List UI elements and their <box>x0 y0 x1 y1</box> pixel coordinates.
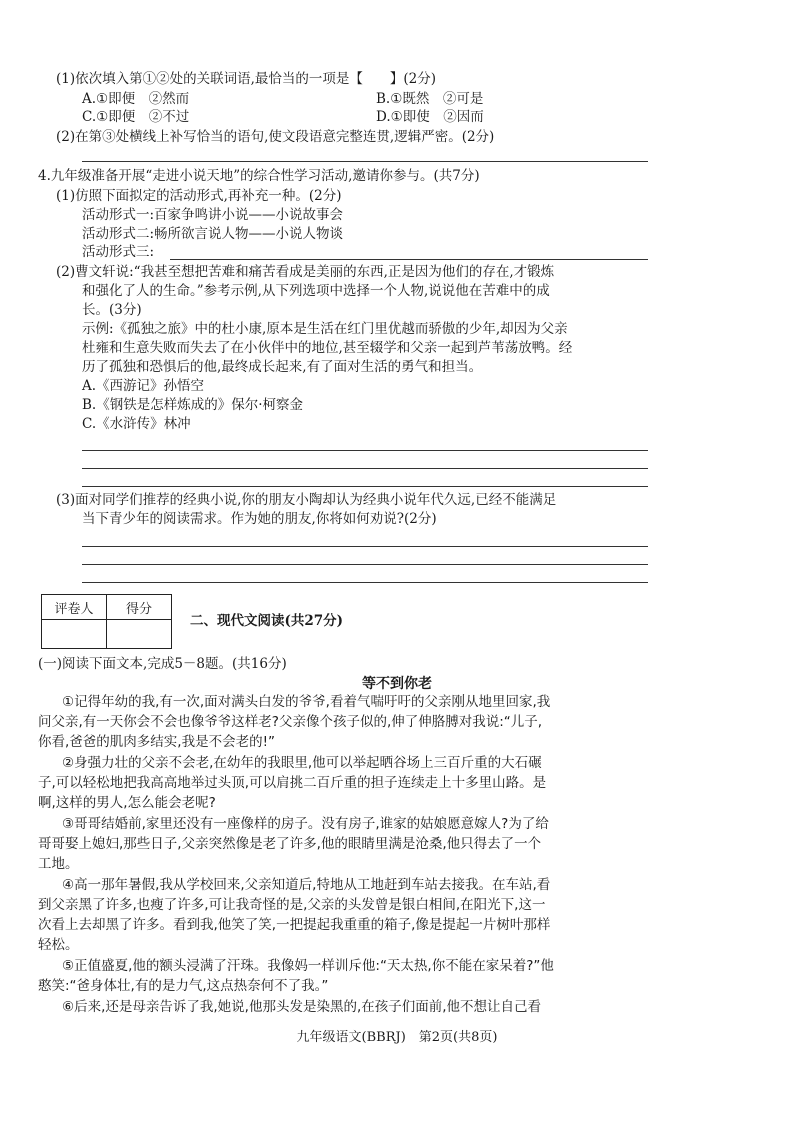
section-heading: 二、现代文阅读(共27分) <box>190 613 344 629</box>
passage-p5-line1: ⑤正值盛夏,他的额头浸满了汗珠。我像妈一样训斥他:“天太热,你不能在家呆着?”他 <box>62 958 554 974</box>
passage-p4-line4: 轻松。 <box>38 937 79 953</box>
answer-line <box>82 546 648 547</box>
q4-sub2-line1: (2)曹文轩说:“我甚至想把苦难和痛苦看成是美丽的东西,正是因为他们的存在,才锻炼 <box>56 264 555 280</box>
part1-instruction: (一)阅读下面文本,完成5－8题。(共16分) <box>38 656 287 672</box>
passage-p3-line1: ③哥哥结婚前,家里还没有一座像样的房子。没有房子,谁家的姑娘愿意嫁人?为了给 <box>62 816 549 832</box>
q3-sub1: (1)依次填入第①②处的关联词语,最恰当的一项是【 】(2分) <box>56 71 437 87</box>
q3-option-d: D.①即使 ②因而 <box>376 109 484 125</box>
answer-line <box>82 468 648 469</box>
answer-line <box>82 450 648 451</box>
q4-sub2-line3: 长。(3分) <box>82 302 142 318</box>
q4-option-c: C.《水浒传》林冲 <box>82 416 191 432</box>
q4-sub3-line1: (3)面对同学们推荐的经典小说,你的朋友小陶却认为经典小说年代久远,已经不能满足 <box>56 492 557 508</box>
activity-form-2: 活动形式二:畅所欲言说人物——小说人物谈 <box>82 226 344 242</box>
q3-option-b: B.①既然 ②可是 <box>376 91 484 107</box>
passage-p2-line2: 子,可以轻松地把我高高地举过头顶,可以肩挑二百斤重的担子连续走上十多里山路。是 <box>38 775 547 791</box>
passage-p4-line1: ④高一那年暑假,我从学校回来,父亲知道后,特地从工地赶到车站去接我。在车站,看 <box>62 877 551 893</box>
passage-title: 等不到你老 <box>362 676 432 692</box>
score-label: 得分 <box>107 595 172 620</box>
example-line3: 历了孤独和恐惧后的他,最终成长起来,有了面对生活的勇气和担当。 <box>82 359 483 375</box>
q4-option-a: A.《西游记》孙悟空 <box>82 378 205 394</box>
reviewer-cell <box>42 620 107 649</box>
reviewer-label: 评卷人 <box>42 595 107 620</box>
answer-line <box>170 259 648 260</box>
page-footer: 九年级语文(BBRJ) 第2页(共8页) <box>296 1030 498 1045</box>
passage-p1-line2: 问父亲,有一天你会不会也像爷爷这样老?父亲像个孩子似的,伸了伸胳膊对我说:“儿子, <box>38 714 543 730</box>
answer-line <box>82 161 648 162</box>
q4-sub2-line2: 和强化了人的生命。”参考示例,从下列选项中选择一个人物,说说他在苦难中的成 <box>82 283 550 299</box>
passage-p3-line3: 工地。 <box>38 856 79 872</box>
passage-p4-line2: 到父亲黑了许多,也瘦了许多,可让我奇怪的是,父亲的头发曾是银白相间,在阳光下,这一 <box>38 897 546 913</box>
activity-form-3: 活动形式三: <box>82 244 155 260</box>
q4-title: 4.九年级准备开展“走进小说天地”的综合性学习活动,邀请你参与。(共7分) <box>38 168 480 184</box>
answer-line <box>82 486 648 487</box>
passage-p2-line3: 啊,这样的男人,怎么能会老呢? <box>38 795 216 811</box>
q4-option-b: B.《钢铁是怎样炼成的》保尔·柯察金 <box>82 397 304 413</box>
passage-p2-line1: ②身强力壮的父亲不会老,在幼年的我眼里,他可以举起晒谷场上三百斤重的大石碾 <box>62 755 542 771</box>
q3-sub2: (2)在第③处横线上补写恰当的语句,使文段语意完整连贯,逻辑严密。(2分) <box>56 129 495 145</box>
q3-option-a: A.①即便 ②然而 <box>82 91 190 107</box>
q4-sub3-line2: 当下青少年的阅读需求。作为她的朋友,你将如何劝说?(2分) <box>82 511 437 527</box>
answer-line <box>82 564 648 565</box>
passage-p4-line3: 次看上去却黑了许多。看到我,他笑了笑,一把提起我重重的箱子,像是提起一片树叶那样 <box>38 917 551 933</box>
example-line2: 杜雍和生意失败而失去了在小伙伴中的地位,甚至辍学和父亲一起到芦苇荡放鸭。经 <box>82 340 573 356</box>
passage-p5-line2: 憨笑:“爸身体壮,有的是力气,这点热奈何不了我。” <box>38 978 329 994</box>
passage-p1-line3: 你看,爸爸的肌肉多结实,我是不会老的!” <box>38 734 275 750</box>
example-line1: 示例:《孤独之旅》中的杜小康,原本是生活在红门里优越而骄傲的少年,却因为父亲 <box>82 321 568 337</box>
answer-line <box>82 582 648 583</box>
score-cell <box>107 620 172 649</box>
passage-p1-line1: ①记得年幼的我,有一次,面对满头白发的爷爷,看着气喘吁吁的父亲刚从地里回家,我 <box>62 694 551 710</box>
passage-p3-line2: 哥哥娶上媳妇,那些日子,父亲突然像是老了许多,他的眼睛里满是沧桑,他只得去了一个 <box>38 836 542 852</box>
grader-table <box>41 594 172 649</box>
passage-p6-line1: ⑥后来,还是母亲告诉了我,她说,他那头发是染黑的,在孩子们面前,他不想让自己看 <box>62 999 542 1015</box>
activity-form-1: 活动形式一:百家争鸣讲小说——小说故事会 <box>82 207 344 223</box>
q4-sub1: (1)仿照下面拟定的活动形式,再补充一种。(2分) <box>56 188 342 204</box>
q3-option-c: C.①即便 ②不过 <box>82 109 190 125</box>
